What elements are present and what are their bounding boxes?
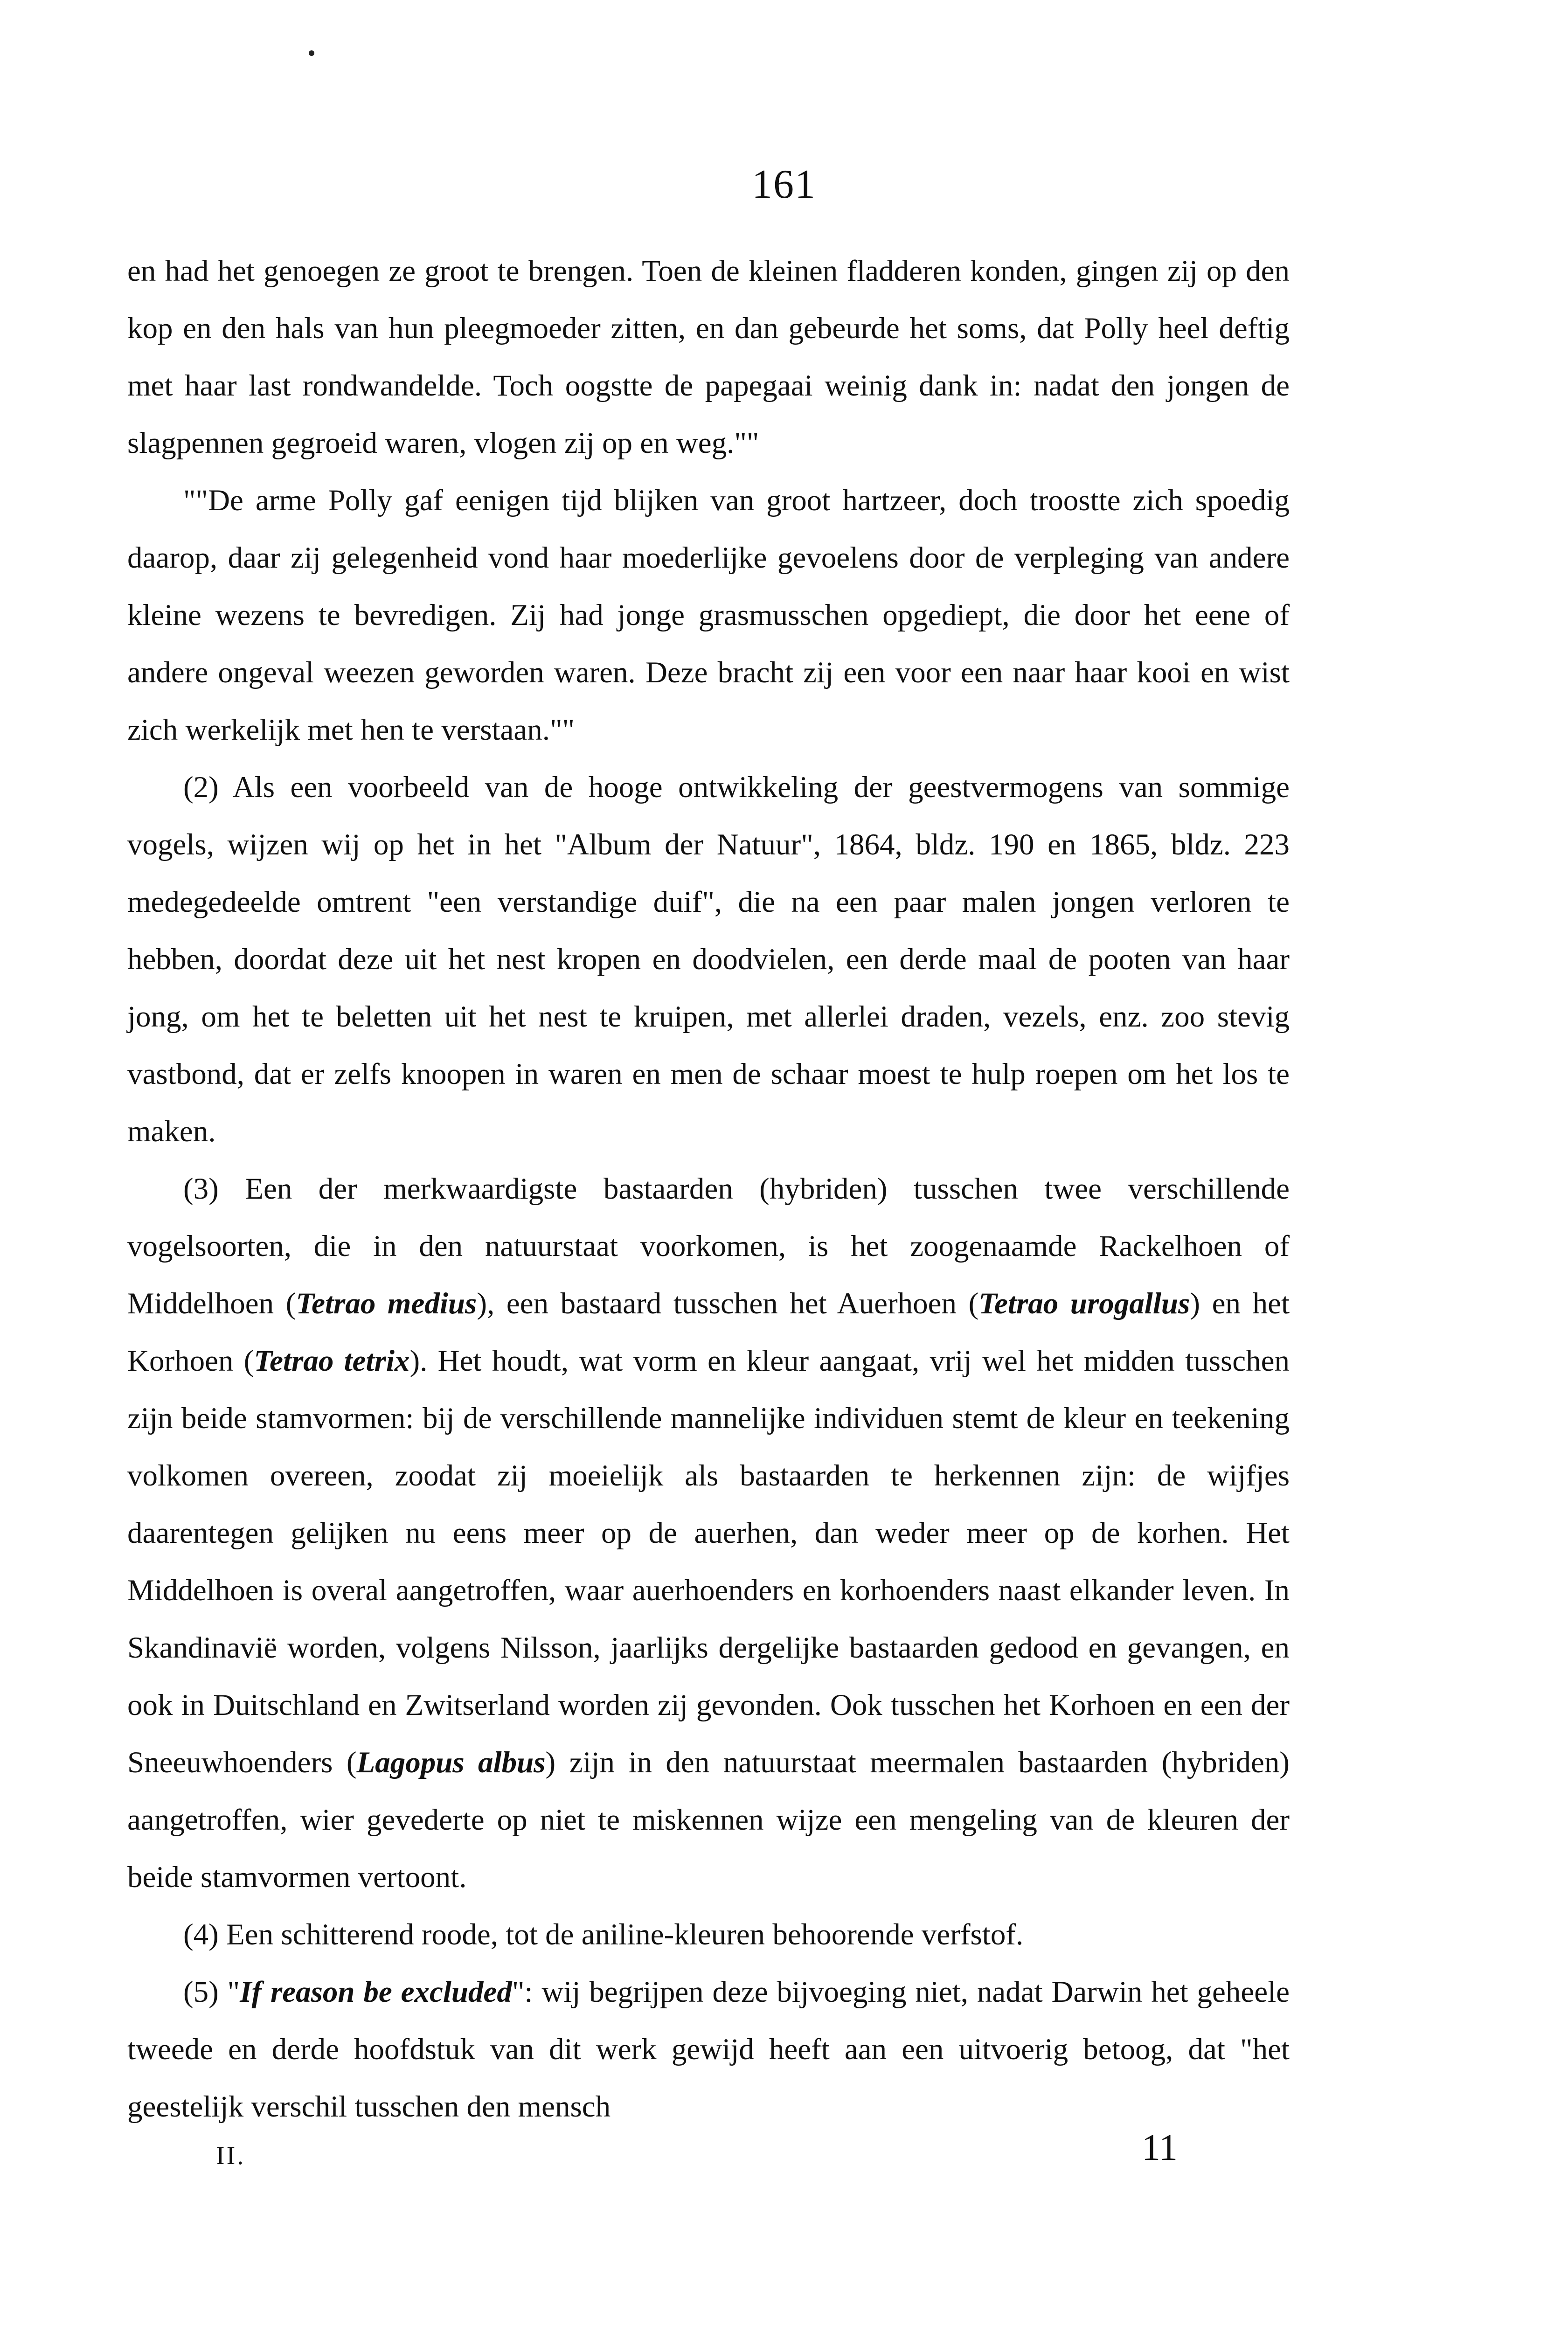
- species-name: Tetrao urogallus: [978, 1287, 1190, 1320]
- footnote-2: (2) Als een voorbeeld van de hooge ontwikkeling der geestvermogens van sommige vogels, wijzen wij op het in het "Album der Natuur", 1864, bldz. 190 en 1865, bldz. 223 medegedeelde omtrent "een verstandige duif", die na een paar malen jongen verloren te hebben, doordat deze uit het nest kropen en doodvielen, een derde maal de pooten van haar jong, om het te beletten uit het nest te kruipen, met allerlei draden, vezels, enz. zoo stevig vastbond, dat er zelfs knoopen in waren en men de schaar moest te hulp roepen om het los te maken.: [127, 770, 1290, 1148]
- sheet-number: 11: [1142, 2127, 1178, 2168]
- paragraph-continuation: en had het genoegen ze groot te brengen. Toen de kleinen fladderen konden, gingen zij op den kop en den hals van hun pleegmoeder zitten, en dan gebeurde het soms, dat Polly heel deftig met haar last rondwandelde. Toch oogstte de papegaai weinig dank in: nadat den jongen de slagpennen gegroeid waren, vlogen zij op en weg."": [127, 254, 1290, 460]
- footnote-5-text-b: ": wij begrijpen deze bijvoeging niet, nadat Darwin het geheele tweede en derde hoofdstuk van dit werk gewijd heeft aan een uitvoerig betoog, dat "het geestelijk verschil tusschen den mensch: [127, 1975, 1290, 2124]
- species-name: Tetrao medius: [296, 1287, 477, 1320]
- footnote-5-text-a: (5) ": [183, 1975, 240, 2009]
- footnote-5: [127, 1964, 1290, 2136]
- body-text: [127, 243, 1290, 2136]
- footnote-4: (4) Een schitterend roode, tot de aniline-kleuren behoorende verfstof.: [183, 1918, 1024, 1951]
- footnote-3-text-a: (3) Een der merkwaardigste bastaarden (hybriden) tusschen twee verschillende vogelsoorten, die in den natuurstaat voorkomen, is het zoogenaamde Rackelhoen of Middelhoen (: [127, 1172, 1290, 1320]
- footnote-3-text-b: ), een bastaard tusschen het Auerhoen (: [477, 1287, 979, 1320]
- signature-mark: II.: [216, 2141, 246, 2170]
- footnote-3: [127, 1160, 1290, 1906]
- footnote-3-text-c: ) en het Korhoen (: [127, 1287, 1290, 1378]
- printer-dot: [309, 50, 314, 56]
- paragraph-quote: ""De arme Polly gaf eenigen tijd blijken van groot hartzeer, doch troostte zich spoedig daarop, daar zij gelegenheid vond haar moederlijke gevoelens door de verpleging van andere kleine wezens te bevredigen. Zij had jonge grasmusschen opgediept, die door het eene of andere ongeval weezen geworden waren. Deze bracht zij een voor een naar haar kooi en wist zich werkelijk met hen te verstaan."": [127, 484, 1290, 747]
- species-name: Tetrao tetrix: [254, 1344, 410, 1378]
- page-number: 161: [752, 162, 816, 207]
- quoted-phrase: If reason be excluded: [240, 1975, 512, 2009]
- footnote-3-text-e: ) zijn in den natuurstaat meermalen bastaarden (hybriden) aangetroffen, wier gevederte op niet te miskennen wijze een mengeling van de kleuren der beide stamvormen vertoont.: [127, 1746, 1290, 1894]
- footnote-3-text-d: ). Het houdt, wat vorm en kleur aangaat, vrij wel het midden tusschen zijn beide stamvormen: bij de verschillende mannelijke individuen stemt de kleur en teekening volkomen overeen, zoodat zij moeielijk als bastaarden te herkennen zijn: de wijfjes daarentegen gelijken nu eens meer op de auerhen, dan weder meer op de korhen. Het Middelhoen is overal aangetroffen, waar auerhoenders en korhoenders naast elkander leven. In Skandinavië worden, volgens Nilsson, jaarlijks dergelijke bastaarden gedood en gevangen, en ook in Duitschland en Zwitserland worden zij gevonden. Ook tusschen het Korhoen en een der Sneeuwhoenders (: [127, 1344, 1290, 1779]
- species-name: Lagopus albus: [356, 1746, 546, 1779]
